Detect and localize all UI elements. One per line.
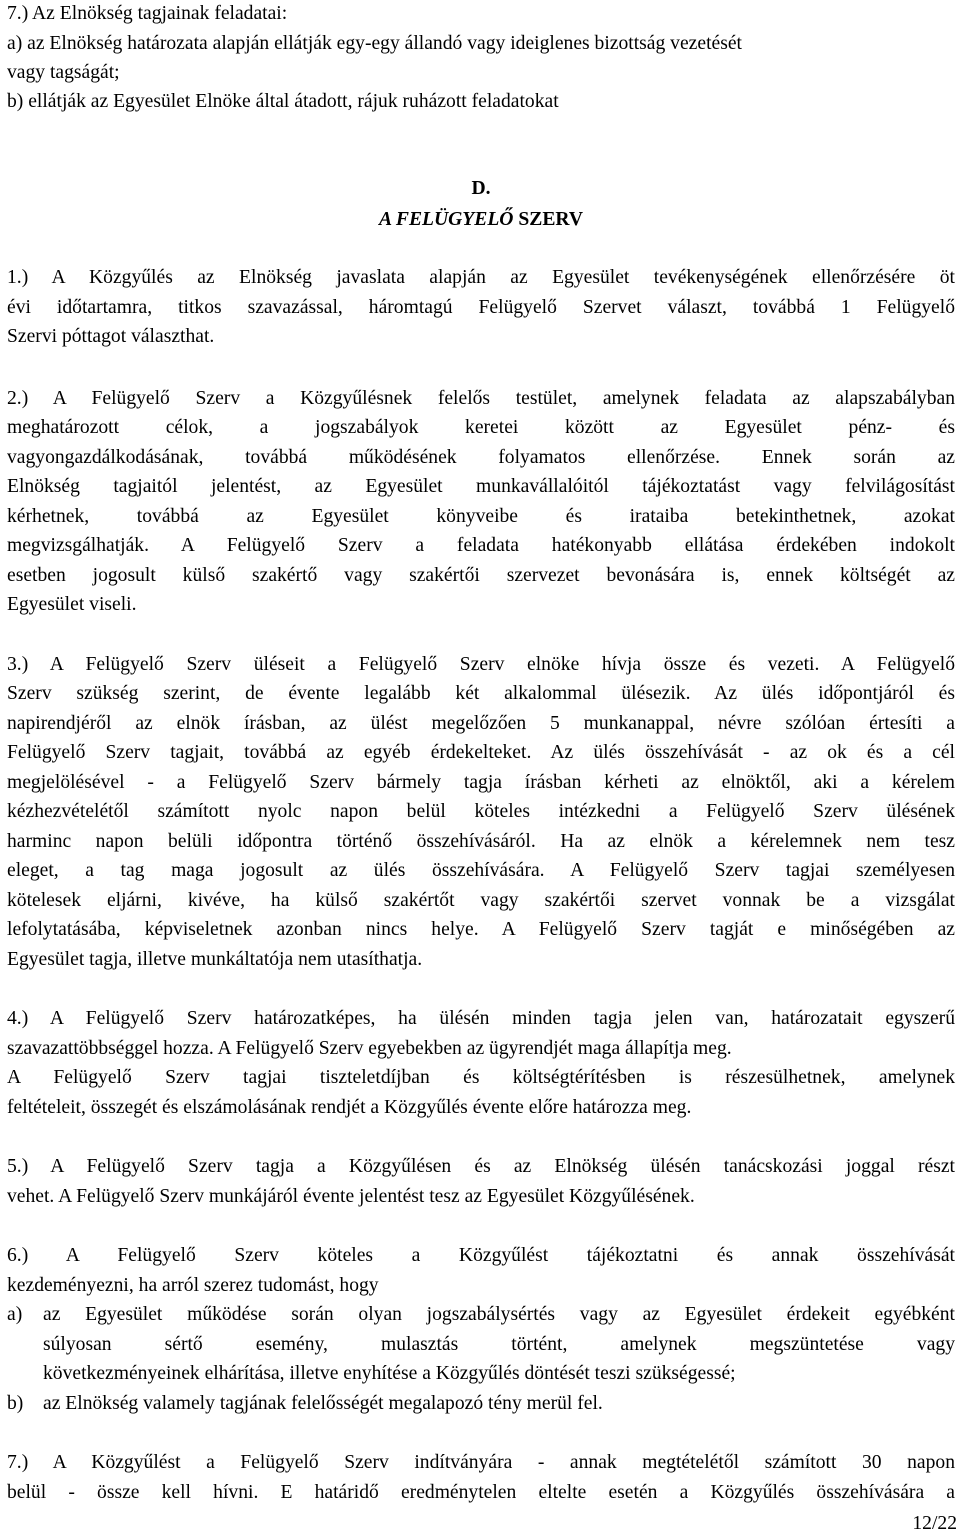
list-marker-a: a) [7, 1304, 23, 1325]
paragraph-2-line: kérhetnek, továbbá az Egyesület könyveibe és irataiba betekinthetnek, azokat [7, 506, 955, 527]
paragraph-3-line: 3.) A Felügyelő Szerv üléseit a Felügyelő Szerv elnöke hívja össze és vezeti. A Felügyelő [7, 654, 955, 675]
paragraph-3-line: napirendjéről az elnök írásban, az ülést megelőzően 5 munkanappal, névre szólóan értesíti a [7, 713, 955, 734]
paragraph-3-line: Felügyelő Szerv tagjait, továbbá az egyéb érdekelteket. Az ülés összehívását - az ok és a cél [7, 742, 955, 763]
paragraph-1-line: Szervi póttagot választhat. [7, 326, 215, 347]
paragraph-3-line: megjelölésével - a Felügyelő Szerv bármely tagja írásban kérheti az elnöktől, aki a kérelem [7, 772, 955, 793]
list-item-a-line: következményeinek elhárítása, illetve enyhítése a Közgyűlés döntését teszi szükségessé; [43, 1363, 736, 1384]
paragraph-3-line: lefolytatásába, képviseletnek azonban nincs helye. A Felügyelő Szerv tagját e minőségében az [7, 919, 955, 940]
elnokseg-duty-a: a) az Elnökség határozata alapján ellátják egy-egy állandó vagy ideiglenes bizottság vezetését [7, 33, 742, 54]
chapter-title-italic: A FELÜGYELŐ [379, 209, 514, 230]
paragraph-5-line: 5.) A Felügyelő Szerv tagja a Közgyűlésen és az Elnökség ülésén tanácskozási joggal részt [7, 1156, 955, 1177]
page-number: 12/22 [912, 1513, 957, 1534]
chapter-letter: D. [471, 178, 491, 199]
paragraph-5-line: vehet. A Felügyelő Szerv munkájáról évente jelentést tesz az Egyesület Közgyűlésének. [7, 1186, 695, 1207]
list-item-b-line: az Elnökség valamely tagjának felelősségét megalapozó tény merül fel. [43, 1393, 603, 1414]
list-item-a-line: súlyosan sértő esemény, mulasztás történt, amelynek megszüntetése vagy [43, 1334, 955, 1355]
paragraph-1-line: 1.) A Közgyűlés az Elnökség javaslata alapján az Egyesület tevékenységének ellenőrzésére öt [7, 267, 955, 288]
paragraph-2-line: meghatározott célok, a jogszabályok keretei között az Egyesület pénz- és [7, 417, 955, 438]
paragraph-3-line: Egyesület tagja, illetve munkáltatója nem utasíthatja. [7, 949, 423, 970]
paragraph-4-line: 4.) A Felügyelő Szerv határozatképes, ha ülésén minden tagja jelen van, határozatait egyszerű [7, 1008, 955, 1029]
paragraph-3-line: eleget, a tag maga jogosult az ülés összehívására. A Felügyelő Szerv tagjai személyesen [7, 860, 955, 881]
paragraph-4-line: A Felügyelő Szerv tagjai tiszteletdíjban és költségtérítésben is részesülhetnek, amelynek [7, 1067, 955, 1088]
paragraph-3-line: Szerv szükség szerint, de évente legalább két alkalommal ülésezik. Az ülés időpontjáról és [7, 683, 955, 704]
paragraph-2-line: vagyongazdálkodásának, továbbá működésének folyamatos ellenőrzése. Ennek során az [7, 447, 955, 468]
paragraph-6-line: 6.) A Felügyelő Szerv köteles a Közgyűlést tájékoztatni és annak összehívását [7, 1245, 955, 1266]
paragraph-3-line: kötelesek eljárni, kivéve, ha külső szakértőt vagy szakértői szervet vonnak be a vizsgálat [7, 890, 955, 911]
paragraph-3-line: harminc napon belüli időpontra történő összehívásáról. Ha az elnök a kérelemnek nem tesz [7, 831, 955, 852]
paragraph-4-line: feltételeit, összegét és elszámolásának rendjét a Közgyűlés évente előre határozza meg. [7, 1097, 692, 1118]
paragraph-2-line: 2.) A Felügyelő Szerv a Közgyűlésnek felelős testület, amelynek feladata az alapszabályban [7, 388, 955, 409]
paragraph-2-line: Egyesület viseli. [7, 594, 137, 615]
paragraph-4-line: szavazattöbbséggel hozza. A Felügyelő Szerv egyebekben az ügyrendjét maga állapítja meg. [7, 1038, 732, 1059]
chapter-title [7, 208, 955, 232]
list-marker-b: b) [7, 1393, 24, 1414]
chapter-title-rest: SZERV [513, 209, 583, 230]
paragraph-6-line: kezdeményezni, ha arról szerez tudomást, hogy [7, 1275, 379, 1296]
elnokseg-duties-heading: 7.) Az Elnökség tagjainak feladatai: [7, 3, 288, 24]
paragraph-7-line: 7.) A Közgyűlést a Felügyelő Szerv indítványára - annak megtételétől számított 30 napon [7, 1452, 955, 1473]
elnokseg-duty-a-cont: vagy tagságát; [7, 62, 120, 83]
paragraph-2-line: megvizsgálhatják. A Felügyelő Szerv a feladata hatékonyabb ellátása érdekében indokolt [7, 535, 955, 556]
paragraph-2-line: esetben jogosult külső szakértő vagy szakértői szervezet bevonására is, ennek költségét az [7, 565, 955, 586]
paragraph-1-line: évi időtartamra, titkos szavazással, háromtagú Felügyelő Szervet választ, továbbá 1 Felügyelő [7, 297, 955, 318]
paragraph-3-line: kézhezvételétől számított nyolc napon belül köteles intézkedni a Felügyelő Szerv ülésének [7, 801, 955, 822]
paragraph-2-line: Elnökség tagjaitól jelentést, az Egyesület munkavállalóitól tájékoztatást vagy felvilágosítást [7, 476, 955, 497]
paragraph-7-line: belül - össze kell hívni. E határidő eredménytelen eltelte esetén a Közgyűlés összehívására a [7, 1482, 955, 1503]
elnokseg-duty-b: b) ellátják az Egyesület Elnöke által átadott, rájuk ruházott feladatokat [7, 91, 559, 112]
list-item-a-line: az Egyesület működése során olyan jogszabálysértés vagy az Egyesület érdekeit egyébként [43, 1304, 955, 1325]
